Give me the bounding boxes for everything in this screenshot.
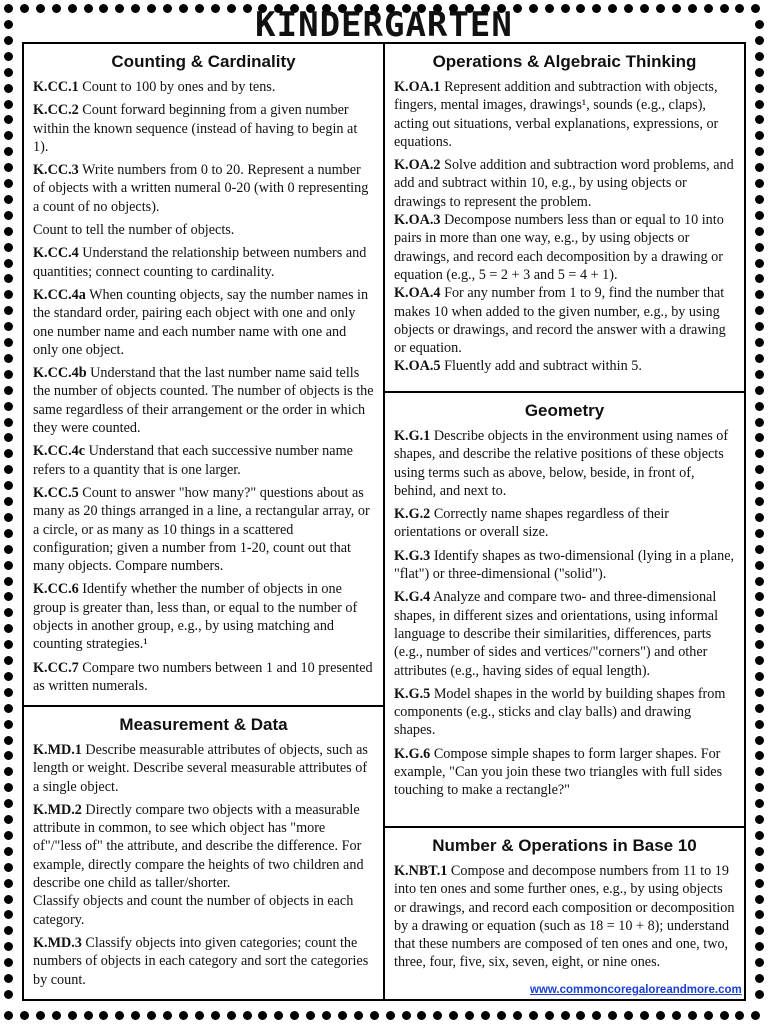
border-dot [755,847,764,856]
standard-code: K.OA.4 [394,285,441,302]
border-dot [4,656,13,665]
standard-item [394,547,735,584]
standard-item [394,862,735,972]
border-dot [4,831,13,840]
border-dot [481,1011,490,1020]
standard-code: K.OA.1 [394,79,441,95]
border-dot [163,1011,172,1020]
standard-code: K.CC.6 [33,581,79,598]
standard-item [33,659,374,696]
border-dot [497,1011,506,1020]
border-dot [755,481,764,490]
standard-item [394,78,735,151]
border-dot [4,195,13,204]
counting-cardinality-section [22,42,385,707]
standard-code: K.CC.7 [33,659,79,676]
border-dot [755,259,764,268]
standard-text: Represent addition and subtraction with objects, fingers, mental images, drawings¹, sounds (e.g., claps), acting out situations, verbal explanations, expressions, or equations. [394,79,719,150]
border-dot [755,338,764,347]
border-dot [755,958,764,967]
standard-code: K.G.3 [394,547,431,564]
border-dot [755,147,764,156]
standard-item [394,357,735,375]
border-dot [755,624,764,633]
border-dot [465,1011,474,1020]
border-dot [274,1011,283,1020]
border-dot [4,227,13,236]
border-dot [258,1011,267,1020]
standard-text: Compare two numbers between 1 and 10 presented as written numerals. [33,659,373,694]
border-dot [4,100,13,109]
standard-item [33,892,374,929]
border-dot [99,1011,108,1020]
section-content [24,741,383,989]
standard-item [33,286,374,359]
standard-code: K.CC.4a [33,286,86,303]
border-dot [755,592,764,601]
border-dot [755,863,764,872]
border-dot [449,1011,458,1020]
border-dot [755,100,764,109]
border-dot [84,1011,93,1020]
border-dot [370,1011,379,1020]
standard-code: K.G.6 [394,745,431,762]
border-dot [4,529,13,538]
border-dot [147,1011,156,1020]
border-dot [4,115,13,124]
border-dot [4,402,13,411]
border-dot [417,1011,426,1020]
standard-item [394,685,735,740]
border-dot [211,1011,220,1020]
border-dot [755,688,764,697]
border-dot [755,910,764,919]
border-dot [4,751,13,760]
border-dot [755,736,764,745]
border-dot [755,497,764,506]
standard-code: K.G.4 [394,589,431,606]
section-heading: Geometry [524,401,605,420]
standard-text: When counting objects, say the number names in the standard order, pairing each object with one and only one number name and each number name with one and only one object. [33,286,369,358]
standard-text: Count to answer "how many?" questions about as many as 20 things arranged in a line, a rectangular array, or a circle, or as many as 10 things in a scattered configuration; given a number from 1-20, count out that many objects. Compare numbers. [33,484,370,575]
border-dot [4,974,13,983]
border-dot [68,1011,77,1020]
border-dot [4,1011,13,1020]
standard-code: K.OA.3 [394,212,441,229]
border-dot [755,402,764,411]
border-dot [688,1011,697,1020]
border-dot [755,608,764,617]
standard-text: For any number from 1 to 9, find the number that makes 10 when added to the given number, e.g., by using objects or drawings, and record the answer with a drawing or equation. [394,285,726,357]
border-dot [4,322,13,331]
border-dot [4,608,13,617]
border-dot [4,243,13,252]
standard-item [394,745,735,800]
standard-item [33,741,374,796]
standard-text: Describe objects in the environment using names of shapes, and describe the relative positions of these objects using terms such as above, below, beside, in front of, behind, and next to. [394,428,729,499]
standard-item [394,284,735,357]
border-dot [4,624,13,633]
border-dot [755,640,764,649]
standard-text: Fluently add and subtract within 5. [440,358,642,375]
border-dot [755,799,764,808]
standard-code: K.CC.4 [33,245,79,262]
section-content [385,78,744,376]
section-heading: Measurement & Data [119,715,288,734]
border-dot [4,704,13,713]
border-dot [20,1011,29,1020]
standard-code: K.CC.4b [33,365,87,382]
border-dot [4,910,13,919]
section-heading: Operations & Algebraic Thinking [432,52,697,71]
border-dot [4,815,13,824]
border-dot [179,1011,188,1020]
border-dot [755,306,764,315]
border-dot [755,433,764,442]
border-dot [4,720,13,729]
border-dot [755,195,764,204]
standard-text: Directly compare two objects with a measurable attribute in common, to see which object has "more of"/"less of" the attribute, and describe the difference. For example, directly compare the heights of two children and describe one child as taller/shorter. [33,801,364,892]
border-dot [755,68,764,77]
border-dot [513,1011,522,1020]
standard-text: Identify whether the number of objects in one group is greater than, less than, or equal to the number of objects in another group, e.g., by using matching and counting strategies.¹ [33,581,358,653]
border-dot [4,958,13,967]
border-dot [561,1011,570,1020]
border-dot [755,370,764,379]
border-dot [4,84,13,93]
standard-item [33,934,374,989]
border-dot [4,465,13,474]
border-dot [115,1011,124,1020]
page-title: KINDERGARTEN [255,5,513,45]
border-dot [755,942,764,951]
border-dot [4,211,13,220]
border-dot [36,1011,45,1020]
border-dot [755,52,764,61]
standard-text: Correctly name shapes regardless of their orientations or overall size. [394,506,670,541]
border-dot [402,1011,411,1020]
standard-text: Count to tell the number of objects. [33,222,235,239]
border-dot [755,990,764,999]
standard-text: Describe measurable attributes of objects, such as length or weight. Describe several measurable attributes of a single object. [33,742,368,795]
border-dot [4,338,13,347]
border-dot [755,290,764,299]
border-dot [755,84,764,93]
border-dot [755,926,764,935]
standard-code: K.MD.3 [33,934,82,951]
standard-text: Decompose numbers less than or equal to 10 into pairs in more than one way, e.g., by using objects or drawings, and record each decomposition by a drawing or equation (e.g., 5 = 2 + 3 and 5 = 4 + 1). [394,212,724,283]
geometry-section [383,391,746,828]
border-dot [4,879,13,888]
border-dot [755,783,764,792]
border-dot [755,354,764,363]
standard-item [33,801,374,892]
border-dot [755,131,764,140]
border-dot [755,529,764,538]
section-heading: Counting & Cardinality [111,52,296,71]
border-dot [4,592,13,601]
standard-code: K.CC.5 [33,484,79,501]
border-dot [755,704,764,713]
border-dot [4,52,13,61]
standard-item [33,484,374,575]
standard-text: Count forward beginning from a given number within the known sequence (instead of having to begin at 1). [33,102,358,155]
border-dot [755,561,764,570]
standard-item [33,101,374,156]
border-dot [755,831,764,840]
border-dot [322,1011,331,1020]
standard-text: Compose and decompose numbers from 11 to 19 into ten ones and some further ones, e.g., by using objects or drawings, and record each composition or decomposition by a drawing or equation (such as 18 = 10 + 8); understand that these numbers are composed of ten ones and one, two, three, four, five, six, seven, eight, or nine ones. [394,863,735,971]
border-dot [4,672,13,681]
standard-item [394,211,735,284]
border-dot [755,879,764,888]
border-dot [755,243,764,252]
border-dot [4,577,13,586]
standard-text: Understand the relationship between numbers and quantities; connect counting to cardinality. [33,245,367,280]
standard-code: K.CC.1 [33,79,79,95]
standard-code: K.OA.2 [394,157,441,174]
standard-text: Compose simple shapes to form larger shapes. For example, "Can you join these two triangles with full sides touching to make a rectangle?" [394,745,723,799]
border-dot [755,465,764,474]
border-dot [243,1011,252,1020]
border-dot [545,1011,554,1020]
border-dot [755,513,764,522]
border-dot [290,1011,299,1020]
standard-item [394,505,735,542]
border-dot [751,1011,760,1020]
border-dot [529,1011,538,1020]
border-dot [4,783,13,792]
border-dot [4,736,13,745]
standard-text: Understand that the last number name said tells the number of objects counted. The number of objects is the same regardless of their arrangement or the order in which they were counted. [33,365,374,437]
border-dot [4,688,13,697]
standard-text: Understand that each successive number name refers to a quantity that is one larger. [33,443,353,478]
border-dot [227,1011,236,1020]
border-dot [4,513,13,522]
standard-code: K.MD.1 [33,742,82,758]
standard-code: K.NBT.1 [394,863,448,879]
standard-item [33,161,374,216]
border-dot [4,68,13,77]
border-dot [755,227,764,236]
standard-text: Classify objects and count the number of objects in each category. [33,893,354,928]
border-dot [4,418,13,427]
border-dot [755,163,764,172]
border-dot [755,895,764,904]
website-link[interactable]: www.commoncoregaloreandmore.com [530,984,742,996]
section-content [24,78,383,695]
border-dot [306,1011,315,1020]
border-dot [608,1011,617,1020]
standard-code: K.G.2 [394,506,431,523]
standard-item [394,427,735,500]
standard-text: Analyze and compare two- and three-dimensional shapes, in different sizes and orientations, using informal language to describe their similarities, differences, parts (e.g., number of sides and vertices/"corners") and other attributes (e.g., having sides of equal length). [394,589,719,679]
border-dot [4,131,13,140]
border-dot [720,1011,729,1020]
border-dot [4,354,13,363]
border-dot [4,306,13,315]
border-dot [433,1011,442,1020]
border-dot [640,1011,649,1020]
border-dot [4,386,13,395]
border-dot [195,1011,204,1020]
border-dot [354,1011,363,1020]
border-dot [4,179,13,188]
border-dot [4,561,13,570]
standard-item [33,244,374,281]
border-dot [4,926,13,935]
border-dot [4,259,13,268]
border-dot [576,1011,585,1020]
standard-item [33,221,374,239]
border-dot [755,418,764,427]
standard-code: K.CC.3 [33,162,79,179]
standard-text: Count to 100 by ones and by tens. [78,79,276,95]
number-operations-base10-section [383,826,746,1001]
border-dot [624,1011,633,1020]
border-dot [4,863,13,872]
section-heading: Number & Operations in Base 10 [432,836,697,855]
standard-item [33,580,374,653]
border-dot [755,767,764,776]
border-dot [755,672,764,681]
border-dot [755,386,764,395]
border-dot [4,942,13,951]
border-dot [4,497,13,506]
standard-text: Solve addition and subtraction word problems, and add and subtract within 10, e.g., by using objects or drawings to represent the problem. [394,157,734,210]
border-dot [672,1011,681,1020]
border-dot [755,751,764,760]
standard-text: Identify shapes as two-dimensional (lying in a plane, "flat") or three-dimensional ("solid"). [394,547,735,583]
section-content [385,427,744,800]
standard-code: K.MD.2 [33,801,82,818]
border-dot [4,990,13,999]
standard-item [394,588,735,679]
border-dot [338,1011,347,1020]
border-dot [704,1011,713,1020]
section-content [385,862,744,972]
border-dot [755,211,764,220]
border-dot [755,720,764,729]
border-dot [755,322,764,331]
border-dot [755,274,764,283]
operations-algebraic-section [383,42,746,393]
border-dot [755,656,764,665]
standard-text: Model shapes in the world by building shapes from components (e.g., sticks and clay balls) and drawing shapes. [394,685,726,739]
border-dot [4,640,13,649]
border-dot [592,1011,601,1020]
border-dot [4,767,13,776]
border-dot [131,1011,140,1020]
border-dot [4,799,13,808]
border-dot [755,577,764,586]
border-dot [4,370,13,379]
border-dot [4,274,13,283]
border-dot [52,1011,61,1020]
border-dot [4,481,13,490]
standard-item [33,364,374,437]
border-dot [4,163,13,172]
border-dot [755,179,764,188]
border-dot [4,895,13,904]
standard-code: K.OA.5 [394,358,441,375]
standard-code: K.CC.4c [33,443,86,460]
measurement-data-section [22,705,385,1001]
standard-code: K.G.5 [394,685,431,702]
border-dot [755,545,764,554]
standard-item [33,442,374,479]
standard-code: K.CC.2 [33,102,79,119]
border-dot [4,147,13,156]
border-dot [4,449,13,458]
border-dot [755,974,764,983]
border-dot [4,545,13,554]
border-dot [4,433,13,442]
standard-item [33,78,374,96]
border-dot [656,1011,665,1020]
standard-item [394,156,735,211]
standard-text: Classify objects into given categories; count the numbers of objects in each category and sort the categories by count. [33,934,369,988]
border-dot [755,815,764,824]
border-dot [4,290,13,299]
border-dot [755,115,764,124]
border-dot [755,449,764,458]
standard-text: Write numbers from 0 to 20. Represent a number of objects with a written numeral 0-20 (with 0 representing a count of no objects). [33,162,369,215]
standard-code: K.G.1 [394,428,431,444]
border-dot [735,1011,744,1020]
border-dot [4,847,13,856]
border-dot [386,1011,395,1020]
